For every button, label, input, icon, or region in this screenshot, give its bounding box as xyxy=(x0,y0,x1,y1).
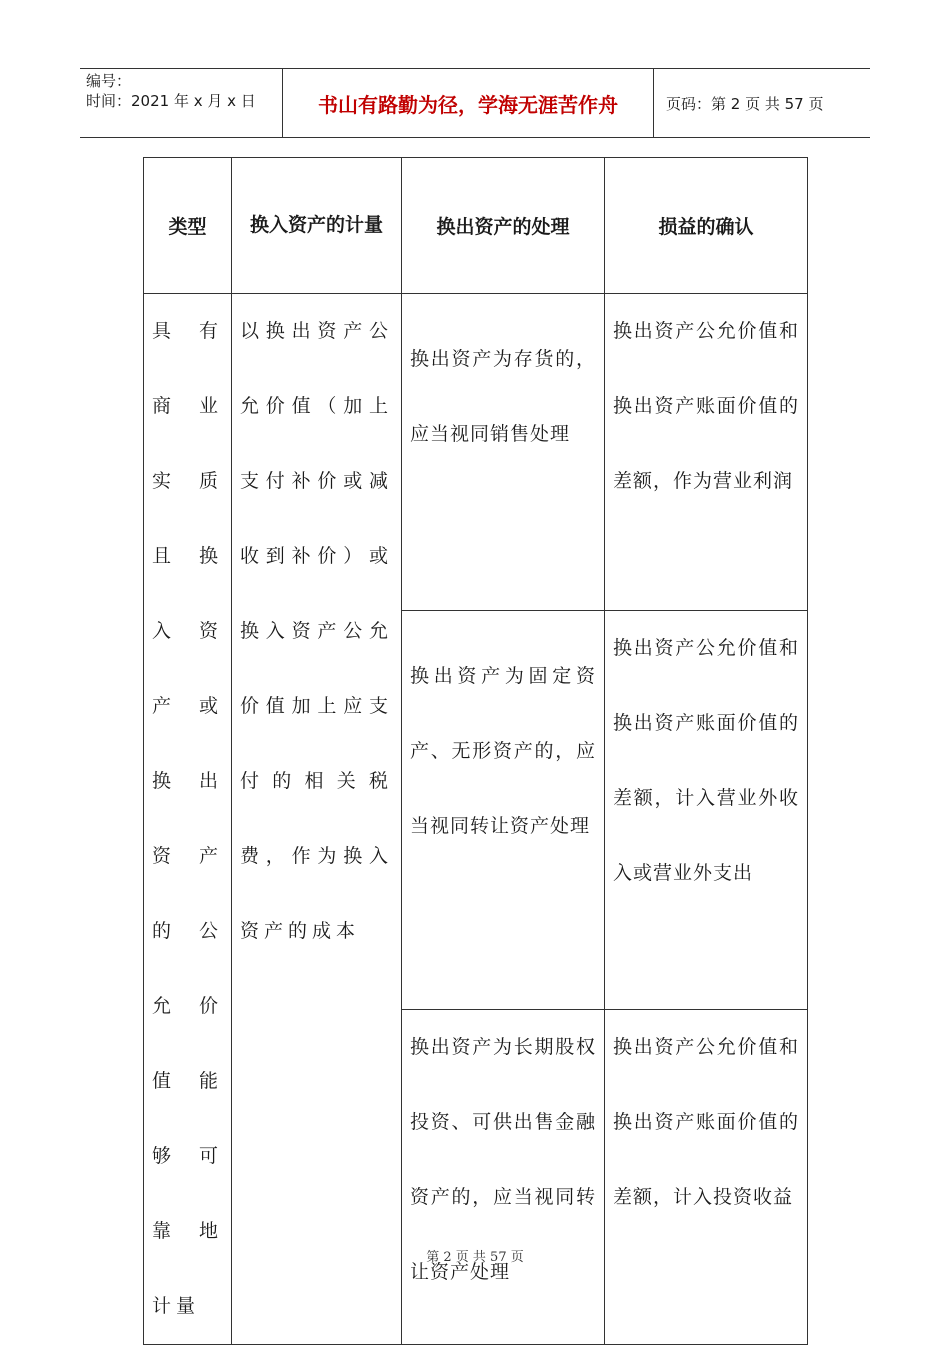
exchange-table xyxy=(143,157,808,1345)
disposal-cell xyxy=(402,1009,605,1344)
header-disposal: 换出资产的处理 xyxy=(402,158,605,294)
header-page-info: 页码：第 2 页 共 57 页 xyxy=(666,94,824,113)
gain-loss-text: 换出资产公允价值和换出资产账面价值的差额，计入营业外收入或营业外支出 xyxy=(613,636,799,884)
gain-loss-cell xyxy=(605,294,808,611)
table-header-row xyxy=(144,158,808,294)
number-label: 编号： xyxy=(86,72,132,90)
table-row xyxy=(144,294,808,611)
gain-loss-cell xyxy=(605,610,808,1009)
disposal-text: 换出资产为长期股权投资、可供出售金融资产的，应当视同转让资产处理 xyxy=(410,1035,596,1283)
header-divider xyxy=(653,69,654,137)
time-label: 时间：2021 年 x 月 x 日 xyxy=(86,92,256,110)
header-motto: 书山有路勤为径，学海无涯苦作舟 xyxy=(318,92,618,117)
page-header xyxy=(80,68,870,138)
header-meta xyxy=(86,71,256,111)
disposal-text: 换出资产为存货的，应当视同销售处理 xyxy=(410,348,596,445)
header-measurement xyxy=(232,158,402,294)
header-measurement-label: 换入资产的计量 xyxy=(249,214,383,236)
gain-loss-text: 换出资产公允价值和换出资产账面价值的差额，计入投资收益 xyxy=(613,1035,799,1208)
type-text: 具有商业实质且换入资产或换出资产的公允价值能够可靠地计量 xyxy=(152,320,223,1317)
measurement-cell xyxy=(232,294,402,1345)
measurement-text: 以换出资产公允价值（加上支付补价或减收到补价）或换入资产公允价值加上应支付的相关税费，作为换入资产的成本 xyxy=(240,320,393,942)
header-gain-loss: 损益的确认 xyxy=(605,158,808,294)
gain-loss-cell xyxy=(605,1009,808,1344)
disposal-cell xyxy=(402,294,605,611)
gain-loss-text: 换出资产公允价值和换出资产账面价值的差额，作为营业利润 xyxy=(613,320,799,492)
disposal-text: 换出资产为固定资产、无形资产的，应当视同转让资产处理 xyxy=(410,664,596,837)
disposal-cell xyxy=(402,610,605,1009)
page-footer: 第 2 页 共 57 页 xyxy=(426,1250,524,1265)
header-type: 类型 xyxy=(144,158,232,294)
type-cell xyxy=(144,294,232,1345)
